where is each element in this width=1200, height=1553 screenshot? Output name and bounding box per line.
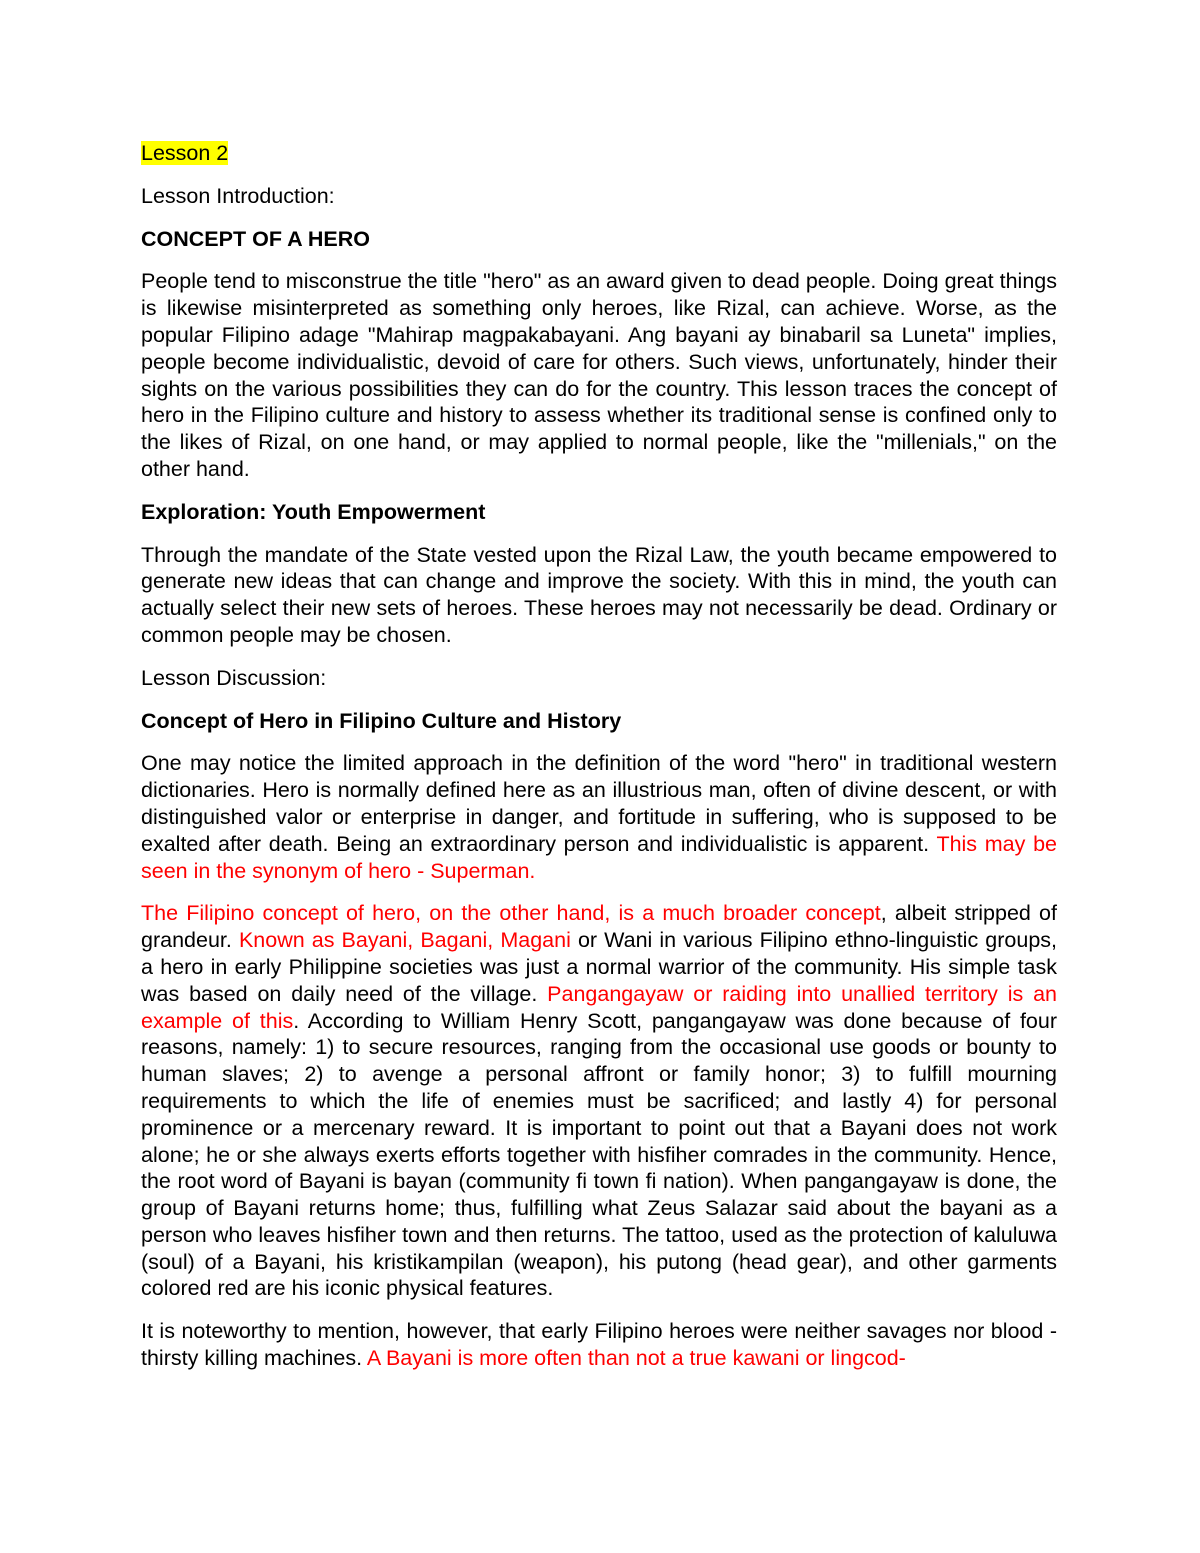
paragraph-text: or Wani in various Filipino ethno-linguistic groups, a hero in early Philippine societies was just a normal warrior of the community. His simple task was based on daily need of the village. xyxy=(141,928,1057,1006)
lesson-introduction-label: Lesson Introduction: xyxy=(141,183,335,208)
document-body xyxy=(141,140,1057,1388)
emphasis-text: Pangangayaw or raiding into unallied territory is an example of this xyxy=(141,981,1057,1033)
emphasis-text: This may be seen in the synonym of hero - Superman. xyxy=(141,831,1057,883)
discussion-heading: Concept of Hero in Filipino Culture and History xyxy=(141,708,622,733)
emphasis-text: The Filipino concept of hero, on the other hand, is a much broader concept xyxy=(141,901,881,926)
intro-paragraph: People tend to misconstrue the title "hero" as an award given to dead people. Doing great things is likewise misinterpreted as something only heroes, like Rizal, can achieve. Worse, as the popular Filipino adage "Mahirap magpakabayani. Ang bayani ay binabaril sa Luneta" implies, people become individualistic, devoid of care for others. Such views, unfortunately, hinder their sights on the various possibilities they can do for the country. This lesson traces the concept of hero in the Filipino culture and history to assess whether its traditional sense is confined only to the likes of Rizal, on one hand, or may applied to normal people, like the "millenials," on the other hand. xyxy=(141,269,1057,481)
paragraph-text: One may notice the limited approach in the definition of the word "hero" in traditional western dictionaries. Hero is normally defined here as an illustrious man, often of divine descent, or with distinguished valor or enterprise in danger, and fortitude in suffering, who is supposed to be exalted after death. Being an extraordinary person and individualistic is apparent. xyxy=(141,751,1057,856)
paragraph-text: It is noteworthy to mention, however, that early Filipino heroes were neither savages nor blood -thirsty killing machines. xyxy=(141,1319,1057,1371)
exploration-paragraph: Through the mandate of the State vested upon the Rizal Law, the youth became empowered to generate new ideas that can change and improve the society. With this in mind, the youth can actually select their new sets of heroes. These heroes may not necessarily be dead. Ordinary or common people may be chosen. xyxy=(141,542,1057,647)
paragraph-text: , albeit stripped of grandeur. xyxy=(141,901,1057,953)
exploration-heading: Exploration: Youth Empowerment xyxy=(141,499,486,524)
emphasis-text: Known as Bayani, Bagani, Magani xyxy=(238,928,571,953)
paragraph-text: . According to William Henry Scott, pangangayaw was done because of four reasons, namely: 1) to secure resources, ranging from the occasional use goods or bounty to human slaves; 2) to avenge a personal affront or family honor; 3) to fulfill mourning requirements to which the life of enemies must be sacrificed; and lastly 4) for personal prominence or a mercenary reward. It is important to point out that a Bayani does not work alone; he or she always exerts efforts together with hisfiher comrades in the community. Hence, the root word of Bayani is bayan (community fi town fi nation). When pangangayaw is done, the group of Bayani returns home; thus, fulfilling what Zeus Salazar said about the bayani as a person who leaves hisfiher town and then returns. The tattoo, used as the protection of kaluluwa (soul) of a Bayani, his kristikampilan (weapon), his putong (head gear), and other garments colored red are his iconic physical features. xyxy=(141,1008,1057,1301)
lesson-discussion-label: Lesson Discussion: xyxy=(141,665,327,690)
discussion-paragraph-2 xyxy=(141,900,1057,1302)
discussion-paragraph-1 xyxy=(141,750,1057,884)
lesson-label-highlight: Lesson 2 xyxy=(141,141,229,165)
emphasis-text: A Bayani is more often than not a true kawani or lingcod- xyxy=(366,1346,906,1371)
concept-heading: CONCEPT OF A HERO xyxy=(141,226,370,251)
lesson-number xyxy=(141,140,1057,167)
discussion-paragraph-3 xyxy=(141,1318,1057,1372)
